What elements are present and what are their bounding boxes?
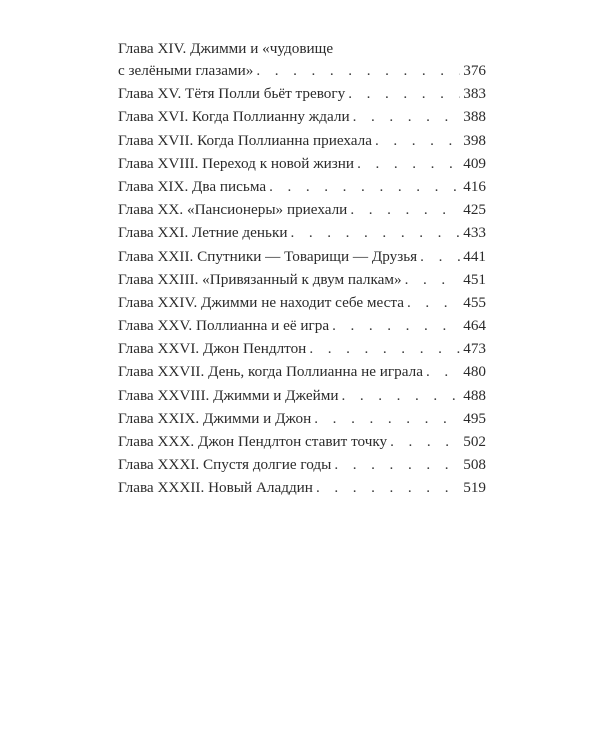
toc-dot-leader (348, 83, 460, 105)
toc-dot-leader (332, 315, 460, 337)
toc-entry-title: Глава XXI. Летние деньки (118, 224, 288, 242)
toc-dot-leader (407, 292, 460, 314)
toc-entry-title: Глава XIX. Два письма (118, 177, 267, 195)
toc-entry-page-number: 455 (463, 293, 486, 311)
toc-entry-chapter-30[interactable] (118, 431, 486, 453)
toc-dot-leader (353, 106, 461, 128)
toc-dot-leader (290, 222, 460, 244)
toc-dot-leader (350, 199, 460, 221)
toc-entry-title: Глава XXVII. День, когда Поллианна не играла (118, 363, 423, 381)
toc-entry-chapter-18[interactable] (118, 153, 486, 175)
toc-entry-title: Глава XXXII. Новый Аладдин (118, 479, 313, 497)
toc-entry-page-number: 433 (463, 224, 486, 242)
toc-dot-leader (316, 477, 460, 499)
toc-entry-page-number: 409 (463, 154, 486, 172)
toc-dot-leader (256, 60, 460, 82)
toc-dot-leader (426, 361, 460, 383)
toc-entry-title: Глава XXIV. Джимми не находит себе места (118, 293, 404, 311)
toc-entry-title: Глава XXII. Спутники — Товарищи — Друзья (118, 247, 418, 265)
toc-entry-chapter-27[interactable] (118, 361, 486, 383)
toc-entry-chapter-14[interactable] (118, 38, 486, 82)
toc-entry-page-number: 388 (463, 108, 486, 126)
toc-dot-leader (375, 130, 460, 152)
toc-entry-page-number: 473 (463, 340, 486, 358)
toc-entry-chapter-15[interactable] (118, 83, 486, 105)
toc-entry-title: Глава XVIII. Переход к новой жизни (118, 154, 355, 172)
toc-entry-title: Глава XVI. Когда Поллианну ждали (118, 108, 350, 126)
toc-dot-leader (420, 246, 460, 268)
toc-entry-chapter-25[interactable] (118, 315, 486, 337)
toc-entry-chapter-23[interactable] (118, 269, 486, 291)
toc-entry-chapter-16[interactable] (118, 106, 486, 128)
toc-dot-leader (341, 385, 460, 407)
toc-entry-title: Глава XXV. Поллианна и её игра (118, 317, 330, 335)
toc-entry-page-number: 495 (463, 409, 486, 427)
toc-entry-page-number: 480 (463, 363, 486, 381)
toc-entry-page-number: 451 (463, 270, 486, 288)
toc-entry-page-number: 519 (463, 479, 486, 497)
toc-entry-title: с зелёными глазами» (118, 62, 254, 79)
toc-entry-page-number: 502 (463, 433, 486, 450)
table-of-contents (118, 38, 486, 501)
toc-entry-chapter-21[interactable] (118, 222, 486, 244)
toc-dot-leader (390, 431, 460, 453)
toc-entry-chapter-20[interactable] (118, 199, 486, 221)
toc-dot-leader (314, 408, 460, 430)
toc-entry-title: Глава XXIII. «Привязанный к двум палкам» (118, 270, 402, 288)
toc-entry-title: Глава XV. Тётя Полли бьёт тревогу (118, 85, 346, 103)
toc-entry-chapter-22[interactable] (118, 246, 486, 268)
toc-dot-leader (405, 269, 461, 291)
toc-entry-title-first-line: Глава XIV. Джимми и «чудовище (118, 40, 334, 57)
toc-entry-title: Глава XX. «Пансионеры» приехали (118, 201, 348, 219)
toc-entry-page-number: 464 (463, 317, 486, 335)
toc-entry-title: Глава XVII. Когда Поллианна приехала (118, 131, 372, 149)
toc-entry-page-number: 425 (463, 201, 486, 219)
toc-entry-page-number: 416 (463, 177, 486, 195)
toc-dot-leader (309, 338, 460, 360)
toc-entry-chapter-32[interactable] (118, 477, 486, 499)
toc-entry-title: Глава XXVIII. Джимми и Джейми (118, 386, 339, 404)
toc-entry-title: Глава XXXI. Спустя долгие годы (118, 456, 332, 474)
toc-entry-chapter-28[interactable] (118, 385, 486, 407)
toc-entry-page-number: 383 (463, 85, 486, 103)
toc-entry-chapter-26[interactable] (118, 338, 486, 360)
toc-entry-title: Глава XXX. Джон Пендлтон ставит точку (118, 433, 388, 450)
toc-dot-leader (334, 454, 460, 476)
toc-entry-title: Глава XXVI. Джон Пендлтон (118, 340, 307, 358)
toc-entry-chapter-17[interactable] (118, 130, 486, 152)
toc-entry-chapter-24[interactable] (118, 292, 486, 314)
toc-entry-chapter-19[interactable] (118, 176, 486, 198)
toc-dot-leader (357, 153, 460, 175)
toc-entry-page-number: 508 (463, 456, 486, 474)
toc-entry-title: Глава XXIX. Джимми и Джон (118, 409, 312, 427)
toc-entry-chapter-29[interactable] (118, 408, 486, 430)
toc-entry-page-number: 441 (463, 247, 486, 265)
toc-entry-page-number: 376 (463, 62, 486, 79)
toc-entry-chapter-31[interactable] (118, 454, 486, 476)
toc-dot-leader (269, 176, 460, 198)
toc-entry-page-number: 488 (463, 386, 486, 404)
toc-entry-page-number: 398 (463, 131, 486, 149)
